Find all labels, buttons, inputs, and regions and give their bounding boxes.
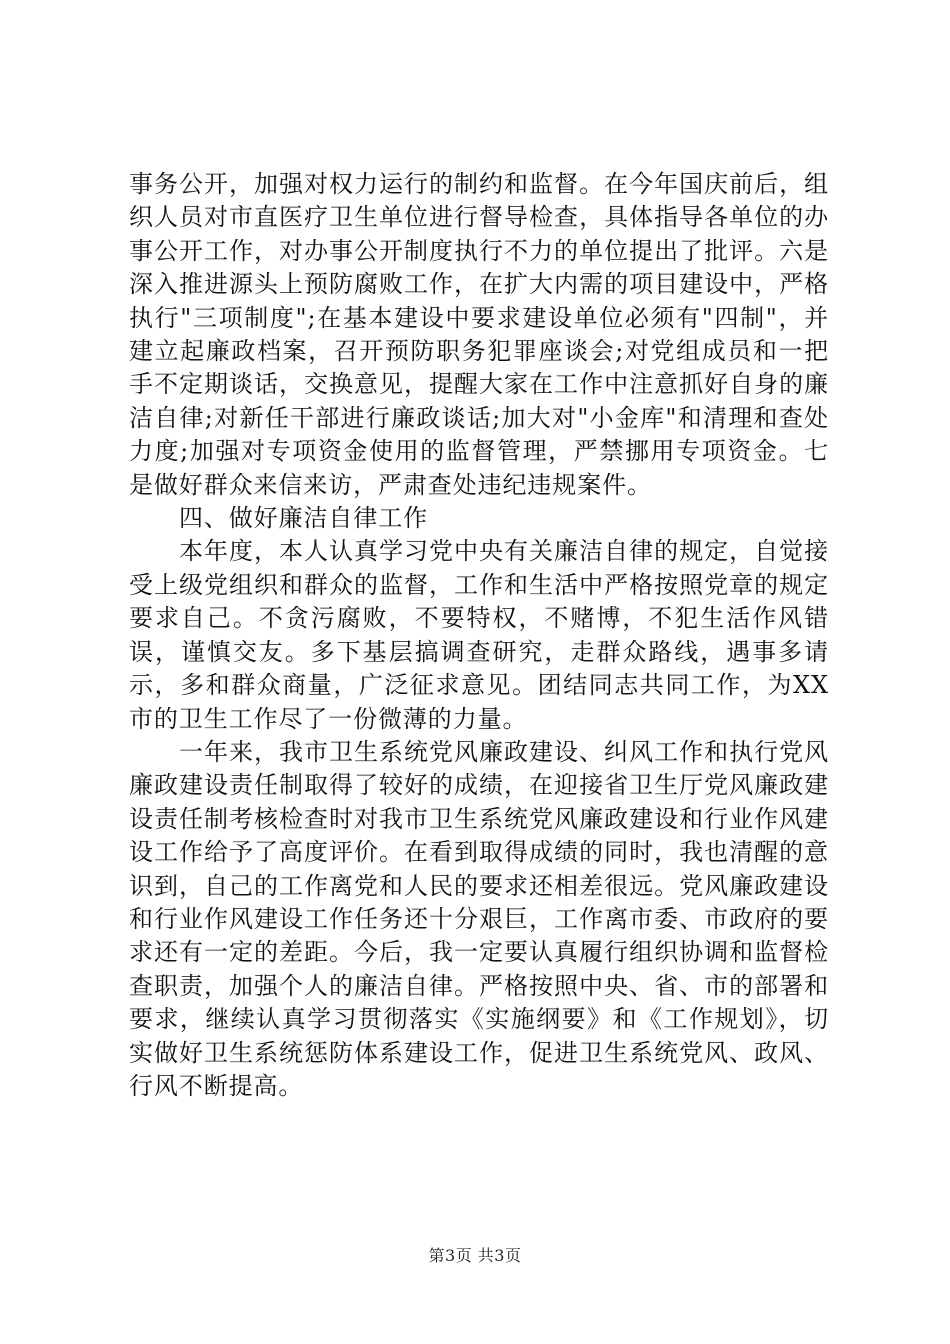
- paragraph-2: 本年度，本人认真学习党中央有关廉洁自律的规定，自觉接受上级党组织和群众的监督，工作和生活中严格按照党章的规定要求自己。不贪污腐败，不要特权，不赌博，不犯生活作风错误，谨慎交友。多下基层搞调查研究，走群众路线，遇事多请示，多和群众商量，广泛征求意见。团结同志共同工作，为XX市的卫生工作尽了一份微薄的力量。: [129, 537, 829, 733]
- body-text: [129, 168, 829, 1103]
- page-footer: 第3页 共3页: [428, 1246, 522, 1265]
- paragraph-1: 事务公开，加强对权力运行的制约和监督。在今年国庆前后，组织人员对市直医疗卫生单位进行督导检查，具体指导各单位的办事公开工作，对办事公开制度执行不力的单位提出了批评。六是深入推进源头上预防腐败工作，在扩大内需的项目建设中，严格执行"三项制度";在基本建设中要求建设单位必须有"四制"，并建立起廉政档案，召开预防职务犯罪座谈会;对党组成员和一把手不定期谈话，交换意见，提醒大家在工作中注意抓好自身的廉洁自律;对新任干部进行廉政谈话;加大对"小金库"和清理和查处力度;加强对专项资金使用的监督管理，严禁挪用专项资金。七是做好群众来信来访，严肃查处违纪违规案件。: [129, 170, 829, 499]
- paragraph-3: 一年来，我市卫生系统党风廉政建设、纠风工作和执行党风廉政建设责任制取得了较好的成绩，在迎接省卫生厅党风廉政建设责任制考核检查时对我市卫生系统党风廉政建设和行业作风建设工作给予了高度评价。在看到取得成绩的同时，我也清醒的意识到，自己的工作离党和人民的要求还相差很远。党风廉政建设和行业作风建设工作任务还十分艰巨，工作离市委、市政府的要求还有一定的差距。今后，我一定要认真履行组织协调和监督检查职责，加强个人的廉洁自律。严格按照中央、省、市的部署和要求，继续认真学习贯彻落实《实施纲要》和《工作规划》，切实做好卫生系统惩防体系建设工作，促进卫生系统党风、政风、行风不断提高。: [129, 737, 829, 1100]
- section-heading: 四、做好廉洁自律工作: [179, 504, 428, 533]
